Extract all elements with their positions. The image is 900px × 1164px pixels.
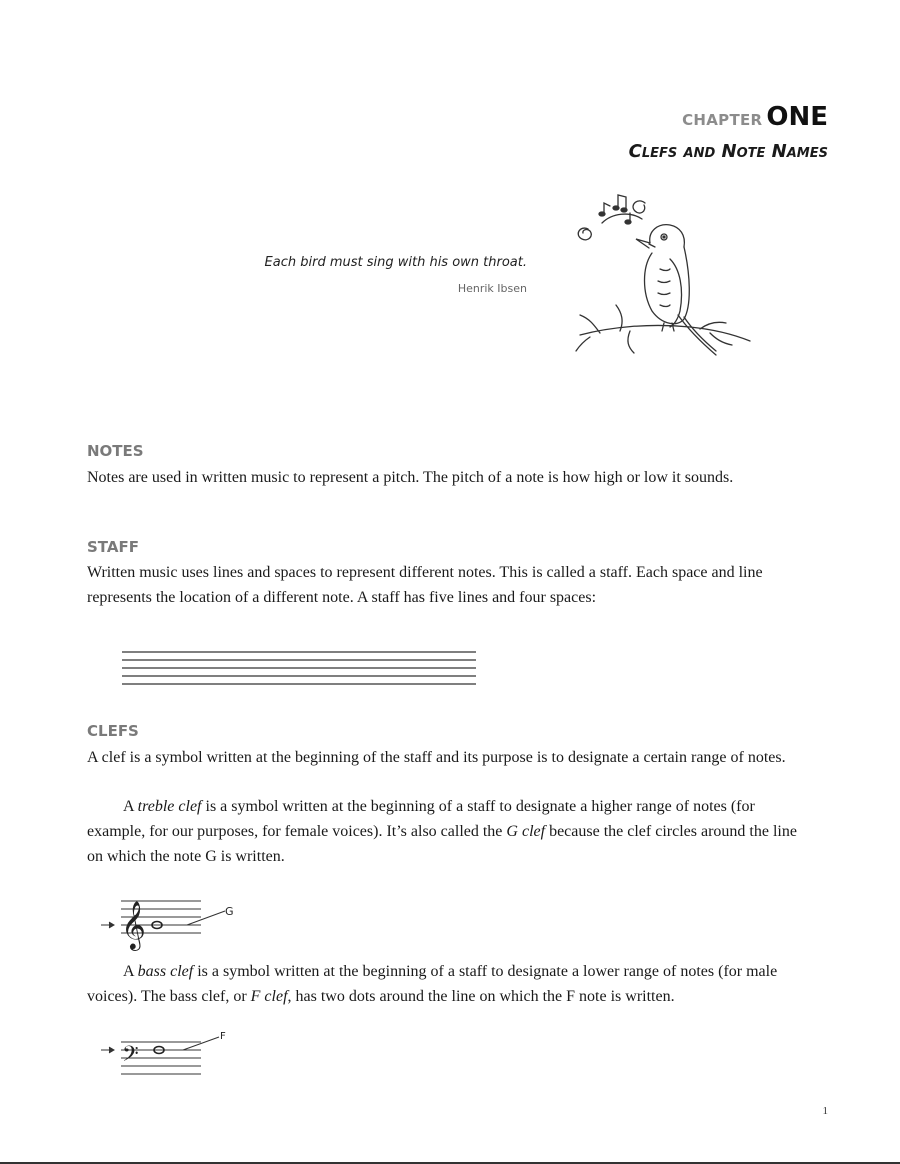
epigraph-quote: Each bird must sing with his own throat. — [264, 255, 527, 270]
staff-heading: STAFF — [87, 538, 139, 556]
bass-clef-figure — [95, 1025, 255, 1080]
bass-term: bass clef — [137, 963, 194, 980]
page-number: 1 — [822, 1105, 828, 1117]
g-note-label: G — [225, 905, 234, 918]
treble-text-3: because the clef circles around the line on which the note G is written. — [87, 823, 797, 865]
clefs-heading: CLEFS — [87, 722, 139, 740]
bass-clef-icon: 𝄢 — [122, 1042, 139, 1072]
treble-term: treble clef — [137, 798, 202, 815]
treble-clef-figure — [95, 885, 255, 951]
bass-text-2: is a symbol written at the beginning of a staff to designate a lower range of notes (for male voices). The bass clef, or — [87, 963, 778, 1005]
bass-clef-paragraph — [87, 959, 807, 1009]
g-clef-term: G clef — [506, 823, 546, 840]
chapter-word: CHAPTER — [682, 111, 763, 129]
staff-body: Written music uses lines and spaces to represent different notes. This is called a staff. Each space and line represents the location of a different note. A staff has five lines and four spaces: — [87, 564, 763, 606]
chapter-label — [682, 102, 828, 132]
treble-clef-paragraph — [87, 794, 807, 869]
f-clef-term: F clef — [250, 988, 288, 1005]
clefs-body: A clef is a symbol written at the beginning of the staff and its purpose is to designate a certain range of notes. — [87, 749, 786, 766]
treble-text-1: A — [123, 798, 138, 815]
five-line-staff — [120, 646, 480, 690]
bass-text-3: , has two dots around the line on which the F note is written. — [287, 988, 675, 1005]
notes-heading: NOTES — [87, 442, 144, 460]
bass-text-1: A — [123, 963, 138, 980]
bird-illustration — [560, 185, 760, 365]
chapter-title: Clefs and Note Names — [628, 141, 828, 162]
chapter-number: ONE — [766, 102, 828, 132]
epigraph-author: Henrik Ibsen — [457, 282, 527, 295]
notes-body: Notes are used in written music to represent a pitch. The pitch of a note is how high or low it sounds. — [87, 469, 734, 486]
treble-text-2: is a symbol written at the beginning of a staff to designate a higher range of notes (for example, for our purposes, for female voices). It’s also called the — [87, 798, 755, 840]
treble-clef-icon: 𝄞 — [121, 900, 146, 949]
f-note-label: F — [220, 1031, 226, 1042]
